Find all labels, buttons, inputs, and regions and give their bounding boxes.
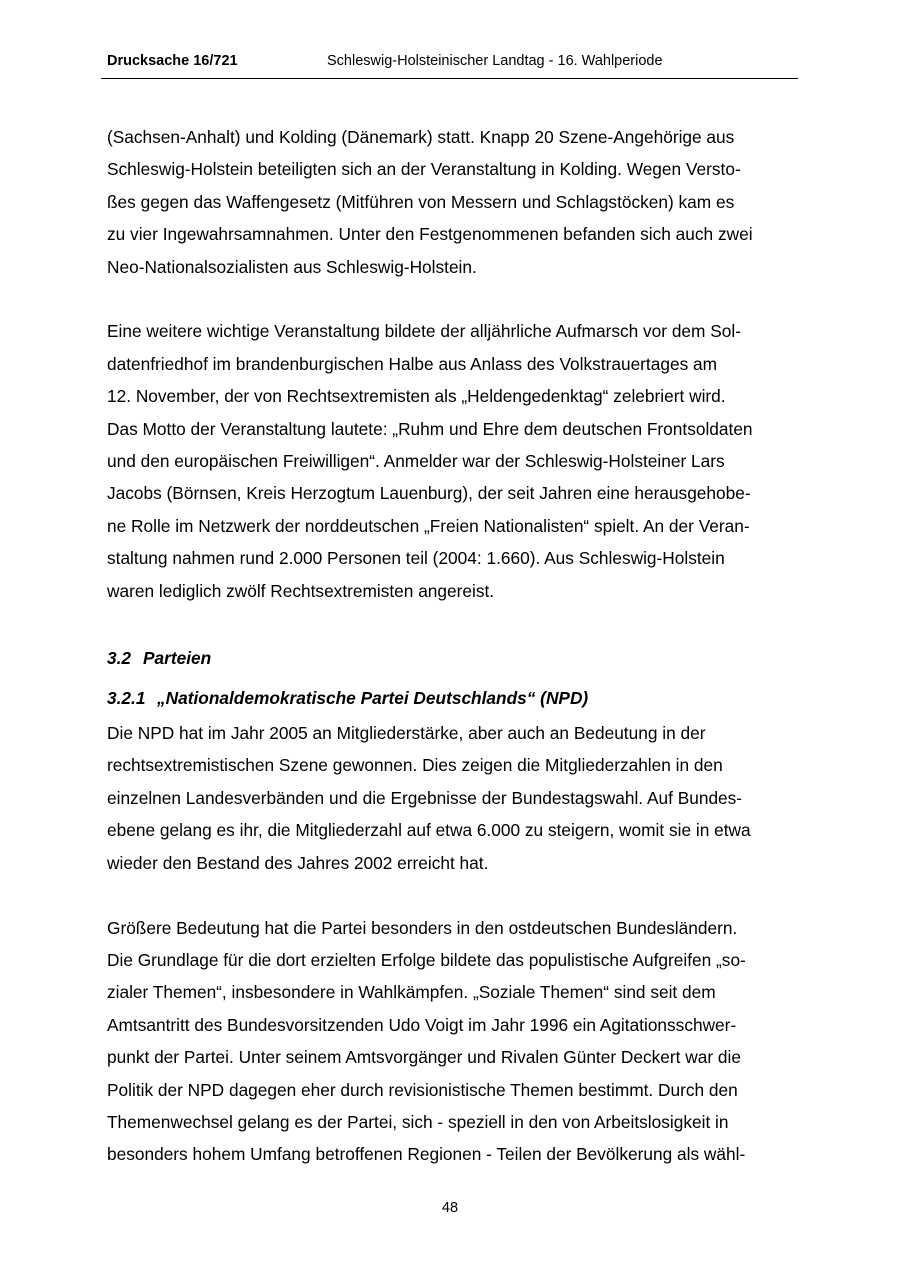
text-line: besonders hohem Umfang betroffenen Regionen - Teilen der Bevölkerung als wähl- <box>107 1144 746 1165</box>
text-line: zu vier Ingewahrsamnahmen. Unter den Festgenommenen befanden sich auch zwei <box>107 224 753 245</box>
text-line: Eine weitere wichtige Veranstaltung bildete der alljährliche Aufmarsch vor dem Sol- <box>107 321 741 342</box>
page-content <box>107 121 797 1171</box>
paragraph-npd-east <box>107 912 797 1171</box>
text-line: staltung nahmen rund 2.000 Personen teil (2004: 1.660). Aus Schleswig-Holstein <box>107 548 725 569</box>
text-line: Amtsantritt des Bundesvorsitzenden Udo Voigt im Jahr 1996 ein Agitationsschwer- <box>107 1014 737 1035</box>
page-number: 48 <box>441 1200 459 1216</box>
text-line: Themenwechsel gelang es der Partei, sich - speziell in den von Arbeitslosigkeit in <box>107 1111 729 1132</box>
text-line: ebene gelang es ihr, die Mitgliederzahl auf etwa 6.000 zu steigern, womit sie in etwa <box>107 820 751 841</box>
text-line: Die Grundlage für die dort erzielten Erfolge bildete das populistische Aufgreifen „so- <box>107 949 746 970</box>
text-line: Größere Bedeutung hat die Partei besonders in den ostdeutschen Bundesländern. <box>107 917 738 938</box>
text-line: Das Motto der Veranstaltung lautete: „Ruhm und Ehre dem deutschen Frontsoldaten <box>107 418 753 439</box>
subsection-title: „Nationaldemokratische Partei Deutschlands“ (NPD) <box>157 688 589 709</box>
text-line: Die NPD hat im Jahr 2005 an Mitgliederstärke, aber auch an Bedeutung in der <box>107 723 706 744</box>
text-line: Jacobs (Börnsen, Kreis Herzogtum Lauenburg), der seit Jahren eine herausgehobe- <box>107 483 751 504</box>
text-line: ne Rolle im Netzwerk der norddeutschen „Freien Nationalisten“ spielt. An der Veran- <box>107 515 750 536</box>
paragraph-events <box>107 121 797 283</box>
subsection-number: 3.2.1 <box>107 688 146 709</box>
document-number: Drucksache 16/721 <box>107 53 238 69</box>
text-line: 12. November, der von Rechtsextremisten als „Heldengedenktag“ zelebriert wird. <box>107 386 726 407</box>
text-line: Schleswig-Holstein beteiligten sich an der Veranstaltung in Kolding. Wegen Versto- <box>107 159 741 180</box>
text-line: ßes gegen das Waffengesetz (Mitführen von Messern und Schlagstöcken) kam es <box>107 191 735 212</box>
section-title: Parteien <box>143 648 212 669</box>
text-line: datenfriedhof im brandenburgischen Halbe aus Anlass des Volkstrauertages am <box>107 353 718 374</box>
text-line: Politik der NPD dagegen eher durch revisionistische Themen bestimmt. Durch den <box>107 1079 738 1100</box>
section-heading <box>107 647 797 669</box>
page-header <box>101 52 798 79</box>
text-line: rechtsextremistischen Szene gewonnen. Dies zeigen die Mitgliederzahlen in den <box>107 755 723 776</box>
text-line: zialer Themen“, insbesondere in Wahlkämpfen. „Soziale Themen“ sind seit dem <box>107 982 716 1003</box>
text-line: punkt der Partei. Unter seinem Amtsvorgänger und Rivalen Günter Deckert war die <box>107 1047 741 1068</box>
paragraph-npd-members <box>107 717 797 879</box>
document-title: Schleswig-Holsteinischer Landtag - 16. Wahlperiode <box>327 53 663 69</box>
subsection-heading <box>107 687 797 709</box>
text-line: einzelnen Landesverbänden und die Ergebnisse der Bundestagswahl. Auf Bundes- <box>107 787 743 808</box>
text-line: wieder den Bestand des Jahres 2002 erreicht hat. <box>107 852 489 873</box>
text-line: (Sachsen-Anhalt) und Kolding (Dänemark) statt. Knapp 20 Szene-Angehörige aus <box>107 127 735 147</box>
section-number: 3.2 <box>107 648 132 669</box>
text-line: Neo-Nationalsozialisten aus Schleswig-Holstein. <box>107 256 477 277</box>
text-line: und den europäischen Freiwilligen“. Anmelder war der Schleswig-Holsteiner Lars <box>107 451 725 472</box>
paragraph-halbe-march <box>107 315 797 607</box>
text-line: waren lediglich zwölf Rechtsextremisten angereist. <box>107 580 495 601</box>
